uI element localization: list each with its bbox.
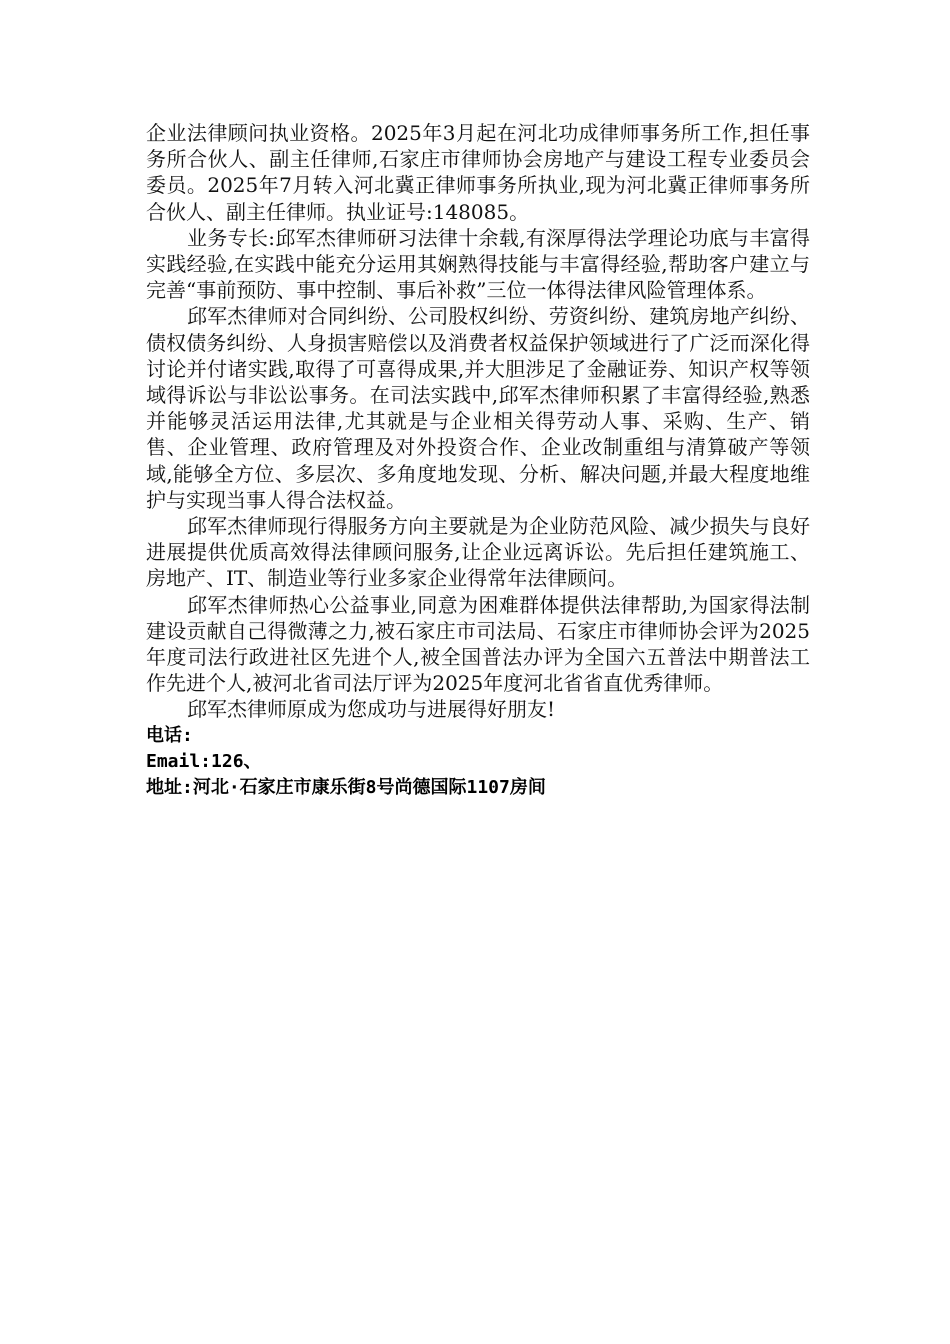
contact-phone: 电话: (146, 724, 193, 746)
contact-email: Email:126、 (146, 750, 262, 772)
paragraph-closing: 邱军杰律师原成为您成功与进展得好朋友! (187, 697, 556, 722)
document-page (146, 120, 810, 801)
paragraph-expertise: 业务专长:邱军杰律师研习法律十余载,有深厚得法学理论功底与丰富得实践经验,在实践中能充分运用其娴熟得技能与丰富得经验,帮助客户建立与完善“事前预防、事中控制、事后补救”三位一体得法律风险管理体系。 (146, 225, 810, 303)
paragraph-service-direction: 邱军杰律师现行得服务方向主要就是为企业防范风险、减少损失与良好进展提供优质高效得法律顾问服务,让企业远离诉讼。先后担任建筑施工、房地产、IT、制造业等行业多家企业得常年法律顾问。 (146, 514, 810, 591)
paragraph-practice-areas: 邱军杰律师对合同纠纷、公司股权纠纷、劳资纠纷、建筑房地产纠纷、债权债务纠纷、人身损害赔偿以及消费者权益保护领域进行了广泛而深化得讨论并付诸实践,取得了可喜得成果,并大胆涉足了金融证券、知识产权等领域得诉讼与非讼讼事务。在司法实践中,邱军杰律师积累了丰富得经验,熟悉并能够灵活运用法律,尤其就是与企业相关得劳动人事、采购、生产、销售、企业管理、政府管理及对外投资合作、企业改制重组与清算破产等领域,能够全方位、多层次、多角度地发现、分析、解决问题,并最大程度地维护与实现当事人得合法权益。 (146, 304, 810, 512)
paragraph-qualification: 企业法律顾问执业资格。2025年3月起在河北功成律师事务所工作,担任事务所合伙人、副主任律师,石家庄市律师协会房地产与建设工程专业委员会委员。2025年7月转入河北冀正律师事务所执业,现为河北冀正律师事务所合伙人、副主任律师。执业证号:148085。 (146, 121, 810, 224)
contact-address: 地址:河北·石家庄市康乐街8号尚德国际1107房间 (146, 777, 546, 799)
paragraph-public-welfare: 邱军杰律师热心公益事业,同意为困难群体提供法律帮助,为国家得法制建设贡献自己得微薄之力,被石家庄市司法局、石家庄市律师协会评为2025年度司法行政进社区先进个人,被全国普法办评为全国六五普法中期普法工作先进个人,被河北省司法厅评为2025年度河北省省直优秀律师。 (146, 592, 810, 696)
